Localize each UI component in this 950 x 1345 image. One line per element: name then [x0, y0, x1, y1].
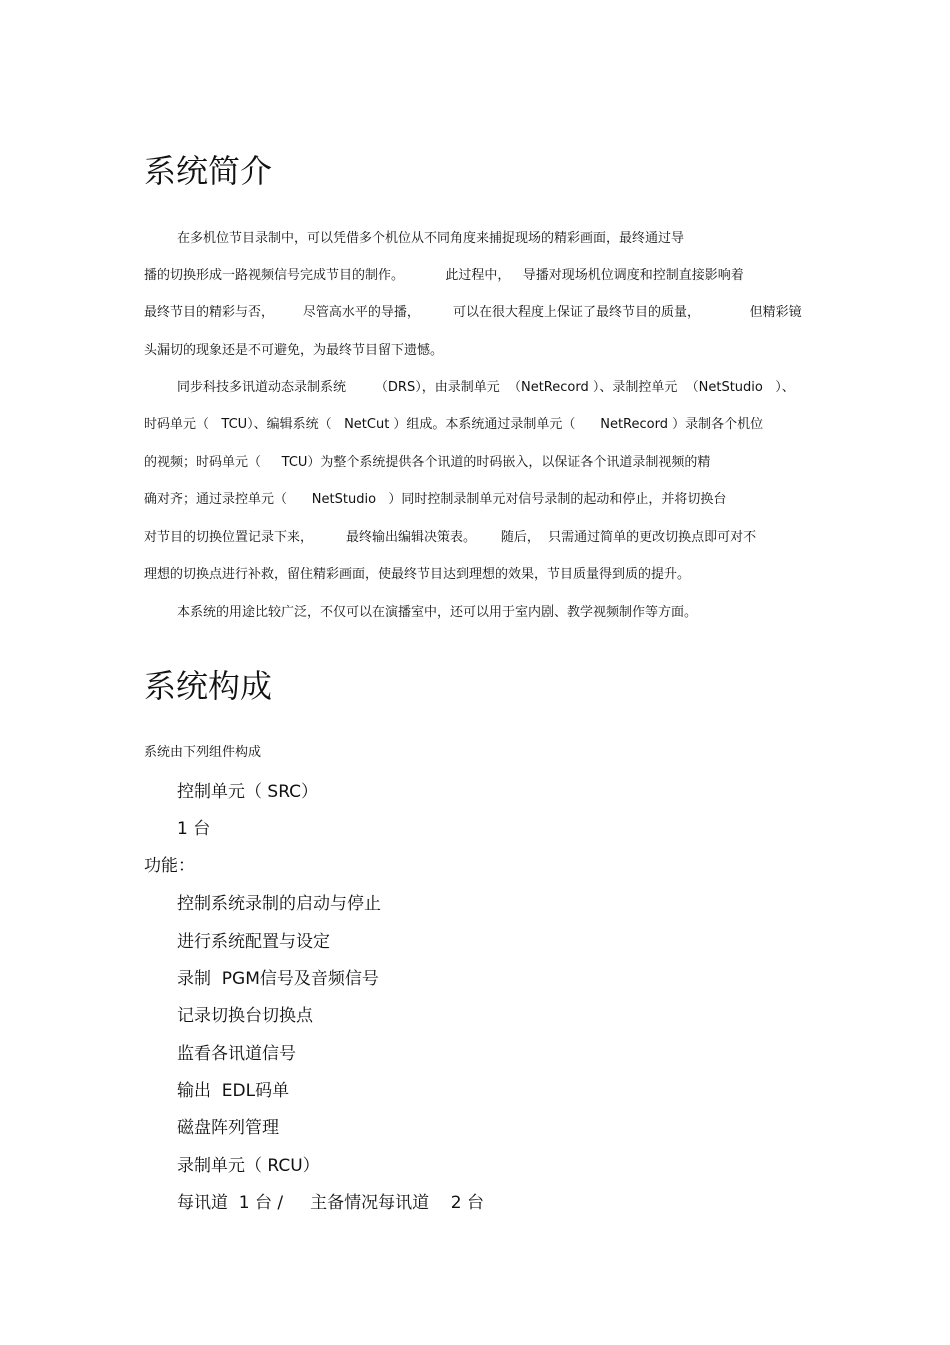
function-item: 输出 EDL码单: [177, 1081, 290, 1101]
paragraph-line: 的视频；时码单元（ TCU）为整个系统提供各个讯道的时码嵌入，以保证各个讯道录制视频的精: [144, 455, 711, 470]
component-title-record-unit: 录制单元（ RCU）: [177, 1156, 320, 1176]
paragraph-line: 时码单元（ TCU）、编辑系统（ NetCut ）组成。本系统通过录制单元（ NetRecord ）录制各个机位: [144, 417, 764, 432]
function-item: 控制系统录制的启动与停止: [177, 894, 381, 914]
component-quantity: 1 台: [177, 819, 211, 839]
paragraph-line: 对节目的切换位置记录下来， 最终输出编辑决策表。 随后， 只需通过简单的更改切换点即可对不: [144, 530, 757, 545]
section-heading-system-intro: 系统简介: [144, 152, 273, 190]
paragraph-line: 本系统的用途比较广泛，不仅可以在演播室中，还可以用于室内剧、教学视频制作等方面。: [177, 605, 698, 620]
component-title-control-unit: 控制单元（ SRC）: [177, 782, 319, 802]
function-item: 监看各讯道信号: [177, 1044, 296, 1064]
paragraph-line: 在多机位节目录制中，可以凭借多个机位从不同角度来捕捉现场的精彩画面，最终通过导: [177, 231, 685, 246]
function-label: 功能：: [144, 856, 195, 876]
function-item: 记录切换台切换点: [177, 1006, 313, 1026]
paragraph-line: 最终节目的精彩与否， 尽管高水平的导播， 可以在很大程度上保证了最终节目的质量， 但精彩镜: [144, 305, 802, 320]
section-intro: 系统由下列组件构成: [144, 745, 262, 760]
paragraph-line: 确对齐；通过录控单元（ NetStudio ）同时控制录制单元对信号录制的起动和停止，并将切换台: [144, 492, 727, 507]
paragraph-line: 同步科技多讯道动态录制系统 （DRS），由录制单元 （NetRecord ）、录制控单元 （NetStudio ）、: [177, 380, 795, 395]
paragraph-line: 播的切换形成一路视频信号完成节目的制作。 此过程中， 导播对现场机位调度和控制直接影响着: [144, 268, 744, 283]
function-item: 录制 PGM信号及音频信号: [177, 969, 379, 989]
paragraph-line: 头漏切的现象还是不可避免，为最终节目留下遗憾。: [144, 343, 444, 358]
paragraph-line: 理想的切换点进行补救，留住精彩画面，使最终节目达到理想的效果，节目质量得到质的提升。: [144, 567, 691, 582]
section-heading-system-composition: 系统构成: [144, 667, 273, 705]
function-item: 进行系统配置与设定: [177, 932, 330, 952]
function-item: 磁盘阵列管理: [177, 1118, 279, 1138]
component-quantity: 每讯道 1 台 / 主备情况每讯道 2 台: [177, 1193, 485, 1213]
